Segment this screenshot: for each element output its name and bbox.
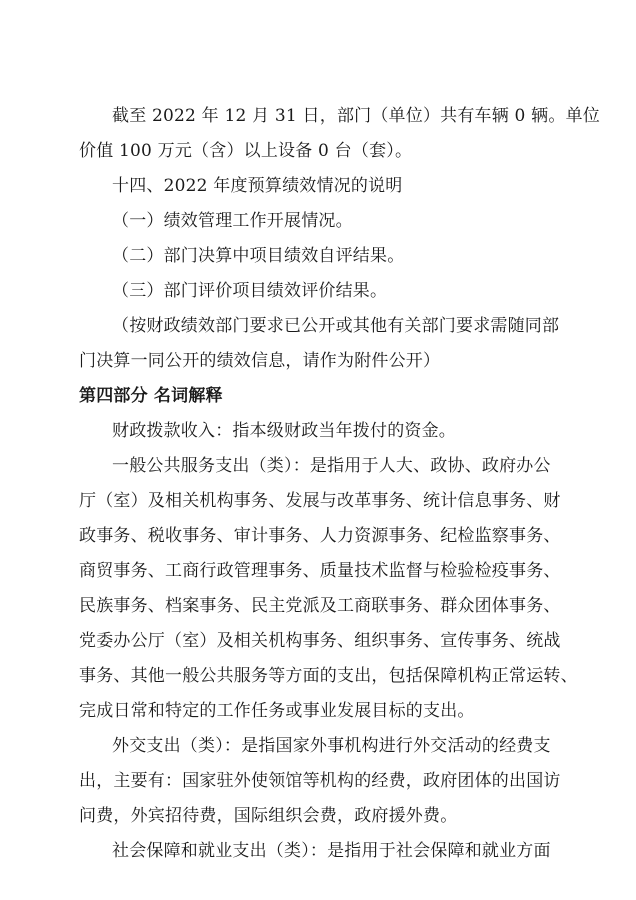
definition-public-services-line-8: 完成日常和特定的工作任务或事业发展目标的支出。 (79, 701, 475, 721)
note-line-1: （按财政绩效部门要求已公开或其他有关部门要求需随同部 (112, 316, 560, 336)
definition-public-services-line-5: 民族事务、档案事务、民主党派及工商联事务、群众团体事务、 (79, 596, 561, 616)
definition-public-services-line-2: 厅（室）及相关机构事务、发展与改革事务、统计信息事务、财 (79, 491, 561, 511)
subsection-2: （二）部门决算中项目绩效自评结果。 (112, 246, 405, 266)
subsection-3: （三）部门评价项目绩效评价结果。 (112, 281, 388, 301)
definition-public-services-line-4: 商贸事务、工商行政管理事务、质量技术监督与检验检疫事务、 (79, 561, 561, 581)
equipment-count-line: 价值 100 万元（含）以上设备 0 台（套）。 (79, 141, 413, 161)
definition-diplomacy-line-1: 外交支出（类）：是指国家外事机构进行外交活动的经费支 (112, 736, 551, 756)
note-line-2: 门决算一同公开的绩效信息，请作为附件公开） (79, 351, 441, 371)
definition-public-services-line-1: 一般公共服务支出（类）：是指用于人大、政协、政府办公 (112, 456, 551, 476)
definition-social-security-line-1: 社会保障和就业支出（类）：是指用于社会保障和就业方面 (112, 841, 551, 861)
vehicle-count-line: 截至 2022 年 12 月 31 日，部门（单位）共有车辆 0 辆。单位 (112, 106, 600, 126)
subsection-1: （一）绩效管理工作开展情况。 (112, 211, 353, 231)
section-14-heading: 十四、2022 年度预算绩效情况的说明 (112, 176, 403, 196)
definition-public-services-line-3: 政事务、税收事务、审计事务、人力资源事务、纪检监察事务、 (79, 526, 561, 546)
definition-diplomacy-line-3: 问费，外宾招待费，国际组织会费，政府援外费。 (79, 806, 458, 826)
definition-public-services-line-6: 党委办公厅（室）及相关机构事务、组织事务、宣传事务、统战 (79, 631, 561, 651)
definition-diplomacy-line-2: 出，主要有：国家驻外使领馆等机构的经费，政府团体的出国访 (79, 771, 561, 791)
part-4-heading: 第四部分 名词解释 (79, 386, 223, 406)
definition-public-services-line-7: 事务、其他一般公共服务等方面的支出，包括保障机构正常运转、 (79, 666, 578, 686)
definition-fiscal-appropriation: 财政拨款收入：指本级财政当年拨付的资金。 (112, 421, 456, 441)
